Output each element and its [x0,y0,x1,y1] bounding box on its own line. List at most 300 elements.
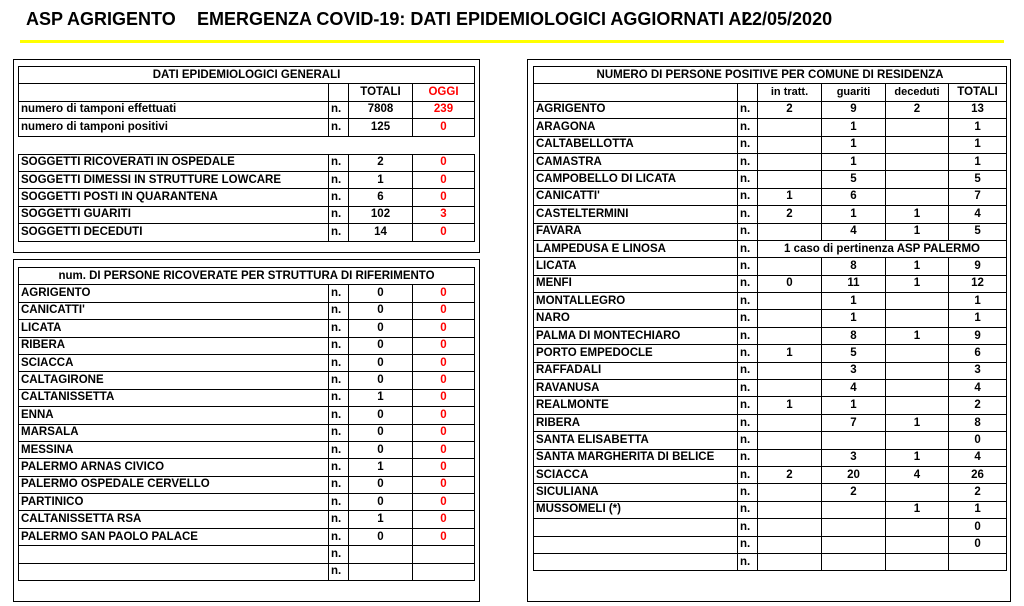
row-label: CASTELTERMINI [534,206,738,223]
row-in-tratt [758,153,822,170]
spacer-row [19,136,475,154]
row-in-tratt [758,380,822,397]
table-row [19,337,475,354]
col-in-tratt: in tratt. [758,84,822,101]
row-guariti: 3 [822,362,886,379]
row-n: n. [738,223,758,240]
row-total: 1 [949,136,1007,153]
row-total: 1 [949,293,1007,310]
row-guariti: 4 [822,223,886,240]
row-n: n. [329,459,349,476]
blank-cell [534,84,738,101]
row-total: 4 [949,206,1007,223]
table-row [534,258,1007,275]
row-deceduti: 2 [886,101,949,118]
row-guariti: 1 [822,397,886,414]
row-n: n. [738,171,758,188]
row-n: n. [329,441,349,458]
row-today: 0 [413,511,475,528]
row-label: CALTANISSETTA [19,389,329,406]
col-oggi: OGGI [413,84,475,101]
row-n: n. [738,136,758,153]
row-label: RIBERA [19,337,329,354]
row-in-tratt [758,536,822,553]
row-label: REALMONTE [534,397,738,414]
row-total: 2 [949,484,1007,501]
row-today: 0 [413,154,475,171]
row-total: 102 [349,206,413,223]
row-in-tratt [758,171,822,188]
row-in-tratt [758,519,822,536]
row-total: 1 [949,310,1007,327]
row-n: n. [329,372,349,389]
row-n: n. [329,285,349,302]
table-row [534,275,1007,292]
row-label: MARSALA [19,424,329,441]
row-in-tratt [758,484,822,501]
table-row [534,171,1007,188]
row-in-tratt [758,223,822,240]
row-label: PALERMO OSPEDALE CERVELLO [19,476,329,493]
row-guariti: 7 [822,414,886,431]
table-row [19,528,475,545]
row-in-tratt [758,310,822,327]
row-deceduti: 1 [886,449,949,466]
row-deceduti [886,171,949,188]
row-label: ENNA [19,407,329,424]
row-in-tratt: 2 [758,206,822,223]
row-in-tratt [758,449,822,466]
row-n: n. [738,240,758,257]
row-total: 4 [949,380,1007,397]
row-in-tratt: 2 [758,466,822,483]
row-label: RAVANUSA [534,380,738,397]
table-row [19,224,475,241]
page-title [20,5,1004,43]
row-n: n. [738,258,758,275]
row-today: 0 [413,494,475,511]
table-row [534,362,1007,379]
row-total: 7808 [349,101,413,118]
row-note: 1 caso di pertinenza ASP PALERMO [758,240,1007,257]
row-total: 1 [949,119,1007,136]
row-total: 0 [349,372,413,389]
row-label: SCIACCA [534,466,738,483]
row-today: 0 [413,407,475,424]
row-label: FAVARA [534,223,738,240]
row-deceduti: 1 [886,414,949,431]
row-total: 1 [349,171,413,188]
row-label: CANICATTI' [534,188,738,205]
row-total [949,553,1007,570]
row-today: 0 [413,459,475,476]
row-total: 14 [349,224,413,241]
col-totali: TOTALI [349,84,413,101]
row-total: 5 [949,223,1007,240]
row-today: 0 [413,171,475,188]
row-n: n. [738,362,758,379]
row-n: n. [738,432,758,449]
row-total: 2 [349,154,413,171]
title-main: EMERGENZA COVID-19: DATI EPIDEMIOLOGICI AGGIORNATI AL [197,9,753,29]
row-guariti [822,553,886,570]
row-label: numero di tamponi effettuati [19,101,329,118]
row-in-tratt: 1 [758,188,822,205]
row-total: 1 [349,459,413,476]
general-table [18,66,475,242]
row-today: 0 [413,441,475,458]
row-today: 0 [413,389,475,406]
row-total: 0 [349,424,413,441]
row-deceduti: 1 [886,258,949,275]
row-today: 0 [413,337,475,354]
row-total: 6 [949,345,1007,362]
row-n: n. [738,327,758,344]
row-n: n. [738,501,758,518]
row-label: SOGGETTI DIMESSI IN STRUTTURE LOWCARE [19,171,329,188]
table-row [534,119,1007,136]
table-row [534,223,1007,240]
row-today: 0 [413,372,475,389]
row-n: n. [329,119,349,136]
row-deceduti [886,119,949,136]
row-label: MONTALLEGRO [534,293,738,310]
title-date: 22/05/2020 [742,9,833,29]
row-guariti: 3 [822,449,886,466]
row-label: SANTA ELISABETTA [534,432,738,449]
row-deceduti [886,362,949,379]
row-label [534,536,738,553]
row-n: n. [738,536,758,553]
row-in-tratt [758,293,822,310]
row-guariti: 1 [822,206,886,223]
row-label: SCIACCA [19,354,329,371]
row-guariti: 1 [822,136,886,153]
row-in-tratt [758,327,822,344]
table-row [19,546,475,563]
row-label [19,546,329,563]
row-total: 0 [349,441,413,458]
col-guariti: guariti [822,84,886,101]
row-guariti [822,519,886,536]
row-deceduti [886,310,949,327]
row-n: n. [329,528,349,545]
row-label: LAMPEDUSA E LINOSA [534,240,738,257]
row-in-tratt [758,136,822,153]
row-in-tratt [758,414,822,431]
row-label: LICATA [534,258,738,275]
table-row [19,206,475,223]
row-total: 12 [949,275,1007,292]
row-today: 0 [413,354,475,371]
row-n: n. [329,424,349,441]
row-total: 0 [349,476,413,493]
table-row [19,154,475,171]
row-today: 0 [413,224,475,241]
table-row [534,553,1007,570]
row-guariti [822,536,886,553]
row-deceduti [886,188,949,205]
comuni-header: NUMERO DI PERSONE POSITIVE PER COMUNE DI RESIDENZA [534,67,1007,84]
row-n: n. [329,189,349,206]
row-total: 9 [949,327,1007,344]
table-row [534,240,1007,257]
table-row [534,432,1007,449]
table-row [19,476,475,493]
row-in-tratt: 1 [758,397,822,414]
row-n: n. [738,101,758,118]
row-total: 5 [949,171,1007,188]
row-total: 6 [349,189,413,206]
row-deceduti [886,136,949,153]
row-n: n. [738,380,758,397]
table-row [534,345,1007,362]
row-guariti: 2 [822,484,886,501]
row-total: 9 [949,258,1007,275]
row-n: n. [738,466,758,483]
row-total: 0 [349,528,413,545]
row-guariti: 1 [822,153,886,170]
table-row [19,101,475,118]
table-row [534,310,1007,327]
row-today: 0 [413,476,475,493]
row-n: n. [329,302,349,319]
row-label: SOGGETTI POSTI IN QUARANTENA [19,189,329,206]
row-guariti: 4 [822,380,886,397]
title-org: ASP AGRIGENTO [26,9,176,29]
row-deceduti [886,432,949,449]
row-guariti: 5 [822,171,886,188]
row-guariti: 1 [822,119,886,136]
row-total: 1 [349,511,413,528]
table-row [534,501,1007,518]
row-label: NARO [534,310,738,327]
row-n: n. [738,519,758,536]
row-guariti: 1 [822,293,886,310]
row-n: n. [738,293,758,310]
row-label [534,553,738,570]
row-total: 0 [349,354,413,371]
row-deceduti: 1 [886,206,949,223]
general-header-row [19,67,475,84]
row-total: 125 [349,119,413,136]
comuni-colheader-row [534,84,1007,101]
row-n: n. [738,119,758,136]
row-in-tratt: 1 [758,345,822,362]
row-in-tratt: 0 [758,275,822,292]
row-total: 0 [349,320,413,337]
row-guariti: 8 [822,327,886,344]
table-row [19,424,475,441]
table-row [19,389,475,406]
row-today: 0 [413,119,475,136]
table-row [534,449,1007,466]
row-total: 7 [949,188,1007,205]
row-today: 239 [413,101,475,118]
row-guariti: 20 [822,466,886,483]
row-n: n. [738,153,758,170]
row-label: SANTA MARGHERITA DI BELICE [534,449,738,466]
row-label: SOGGETTI DECEDUTI [19,224,329,241]
table-row [534,536,1007,553]
row-n: n. [329,224,349,241]
row-n: n. [329,563,349,580]
table-row [534,380,1007,397]
row-guariti [822,501,886,518]
row-label: ARAGONA [534,119,738,136]
row-label: CALTANISSETTA RSA [19,511,329,528]
row-today: 0 [413,189,475,206]
row-n: n. [738,345,758,362]
table-row [534,519,1007,536]
row-guariti: 11 [822,275,886,292]
row-n: n. [329,546,349,563]
row-total: 0 [349,407,413,424]
row-label: LICATA [19,320,329,337]
row-n: n. [329,320,349,337]
table-row [534,206,1007,223]
row-guariti: 6 [822,188,886,205]
row-guariti: 9 [822,101,886,118]
row-guariti: 8 [822,258,886,275]
row-today [413,563,475,580]
table-row [534,188,1007,205]
table-row [534,327,1007,344]
row-label: AGRIGENTO [19,285,329,302]
table-row [534,466,1007,483]
row-n: n. [738,310,758,327]
row-label: RAFFADALI [534,362,738,379]
row-guariti: 5 [822,345,886,362]
row-label: SICULIANA [534,484,738,501]
blank-cell [19,84,329,101]
row-n: n. [329,171,349,188]
row-label: RIBERA [534,414,738,431]
row-label [19,563,329,580]
row-in-tratt [758,553,822,570]
row-total: 0 [349,494,413,511]
row-n: n. [329,101,349,118]
general-header: DATI EPIDEMIOLOGICI GENERALI [19,67,475,84]
row-label: AGRIGENTO [534,101,738,118]
row-today: 0 [413,528,475,545]
table-row [534,101,1007,118]
table-row [534,293,1007,310]
row-today: 3 [413,206,475,223]
row-total [349,546,413,563]
row-n: n. [738,188,758,205]
row-deceduti: 1 [886,327,949,344]
row-total: 0 [349,285,413,302]
table-row [19,459,475,476]
row-n: n. [738,553,758,570]
row-deceduti [886,153,949,170]
row-in-tratt [758,258,822,275]
row-today [413,546,475,563]
table-row [19,119,475,136]
row-deceduti: 1 [886,501,949,518]
table-row [19,511,475,528]
row-total: 13 [949,101,1007,118]
table-row [19,407,475,424]
table-row [534,414,1007,431]
table-row [19,171,475,188]
row-label [534,519,738,536]
row-label: CALTAGIRONE [19,372,329,389]
row-deceduti [886,536,949,553]
row-label: PALMA DI MONTECHIARO [534,327,738,344]
row-n: n. [329,154,349,171]
row-today: 0 [413,285,475,302]
row-deceduti: 4 [886,466,949,483]
row-n: n. [329,354,349,371]
hospital-header: num. DI PERSONE RICOVERATE PER STRUTTURA DI RIFERIMENTO [19,268,475,285]
row-n: n. [329,206,349,223]
row-label: MENFI [534,275,738,292]
row-deceduti [886,293,949,310]
table-row [534,397,1007,414]
row-label: CANICATTI' [19,302,329,319]
row-in-tratt [758,501,822,518]
table-row [534,484,1007,501]
row-in-tratt [758,432,822,449]
row-n: n. [738,275,758,292]
row-total: 1 [349,389,413,406]
row-label: numero di tamponi positivi [19,119,329,136]
row-total: 0 [349,302,413,319]
row-total: 0 [949,432,1007,449]
row-total: 3 [949,362,1007,379]
row-label: SOGGETTI RICOVERATI IN OSPEDALE [19,154,329,171]
row-total [349,563,413,580]
row-n: n. [329,511,349,528]
row-n: n. [738,484,758,501]
row-label: PARTINICO [19,494,329,511]
hospital-table [18,267,475,581]
row-deceduti [886,519,949,536]
row-total: 0 [949,519,1007,536]
row-deceduti [886,345,949,362]
row-in-tratt: 2 [758,101,822,118]
table-row [19,354,475,371]
row-in-tratt [758,119,822,136]
row-n: n. [329,476,349,493]
row-n: n. [738,449,758,466]
blank-cell [738,84,758,101]
blank-cell [329,84,349,101]
row-deceduti [886,380,949,397]
col-totali: TOTALI [949,84,1007,101]
row-label: CALTABELLOTTA [534,136,738,153]
row-n: n. [329,407,349,424]
col-deceduti: deceduti [886,84,949,101]
row-total: 0 [349,337,413,354]
table-row [534,153,1007,170]
row-total: 4 [949,449,1007,466]
row-in-tratt [758,362,822,379]
hospital-header-row [19,268,475,285]
row-deceduti [886,397,949,414]
row-deceduti [886,484,949,501]
row-total: 8 [949,414,1007,431]
row-total: 1 [949,501,1007,518]
row-guariti: 1 [822,310,886,327]
row-label: CAMPOBELLO DI LICATA [534,171,738,188]
row-total: 1 [949,153,1007,170]
row-total: 26 [949,466,1007,483]
row-deceduti: 1 [886,223,949,240]
table-row [19,494,475,511]
